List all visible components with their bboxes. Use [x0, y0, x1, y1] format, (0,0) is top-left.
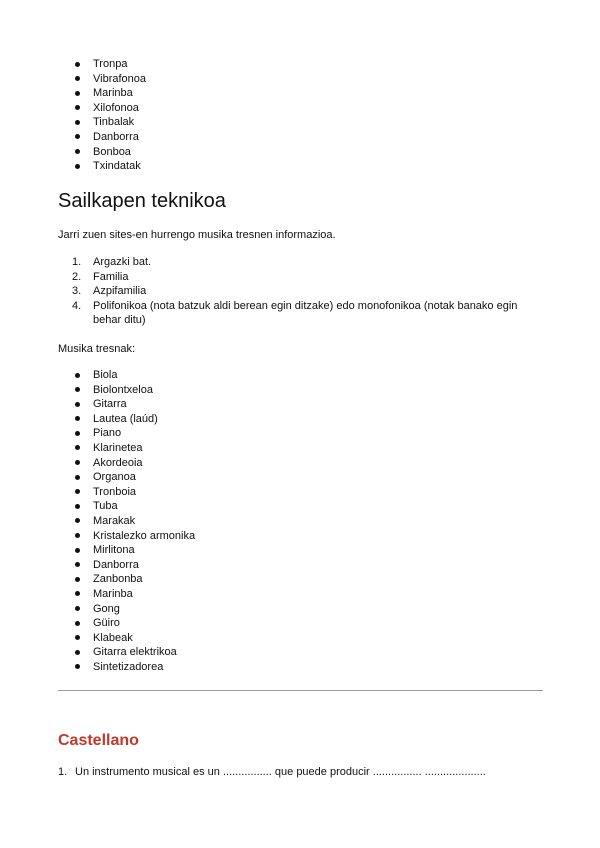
list-item [0, 470, 600, 485]
bullet-icon [75, 62, 80, 67]
step-item [0, 255, 600, 270]
instruments-label: Musika tresnak: [58, 343, 136, 355]
bullet-icon [75, 134, 80, 139]
bullet-icon [75, 577, 80, 582]
question-text: Un instrumento musical es un ................ que puede producir ................ .................... [75, 766, 486, 778]
list-item [0, 499, 600, 514]
list-item-label: Klarinetea [93, 441, 143, 454]
bullet-icon [75, 664, 80, 669]
list-item [0, 159, 600, 174]
list-item-label: Biola [93, 369, 118, 381]
bullet-icon [75, 635, 80, 640]
bullet-icon [75, 445, 80, 450]
list-item [0, 383, 600, 398]
list-item-label: Tinbalak [93, 116, 135, 129]
bullet-icon [75, 402, 80, 407]
bullet-icon [75, 373, 80, 378]
list-item-label: Güiro [93, 617, 120, 630]
list-item-label: Akordeoia [93, 456, 143, 469]
list-item [0, 368, 600, 383]
list-item [0, 631, 600, 646]
step-item [0, 270, 600, 285]
bullet-icon [75, 606, 80, 611]
list-item [0, 660, 600, 675]
bullet-icon [75, 504, 80, 509]
step-item [0, 299, 600, 328]
divider [58, 690, 543, 691]
bullet-icon [75, 164, 80, 169]
bullet-icon [75, 120, 80, 125]
step-number: 1. [72, 256, 82, 268]
list-item [0, 130, 600, 145]
list-item-label: Sintetizadorea [93, 660, 164, 673]
bullet-icon [75, 475, 80, 480]
list-item [0, 101, 600, 116]
list-item-label: Danborra [93, 558, 139, 571]
castellano-heading: Castellano [58, 732, 139, 749]
list-item [0, 72, 600, 87]
list-item [0, 485, 600, 500]
step-item [0, 284, 600, 299]
bullet-icon [75, 533, 80, 538]
list-item [0, 602, 600, 617]
list-item [0, 558, 600, 573]
list-item [0, 426, 600, 441]
list-item-label: Txindatak [93, 160, 141, 173]
intro-text: Jarri zuen sites-en hurrengo musika tresnen informazioa. [58, 229, 336, 241]
list-item [0, 86, 600, 101]
question-item [58, 765, 486, 779]
list-item-label: Gitarra [93, 398, 127, 411]
list-item-label: Lautea (laúd) [93, 412, 158, 425]
bullet-icon [75, 650, 80, 655]
list-item [0, 397, 600, 412]
bullet-icon [75, 416, 80, 421]
step-number: 4. [72, 299, 82, 312]
list-item-label: Zanbonba [93, 573, 143, 586]
list-item-label: Gitarra elektrikoa [93, 646, 177, 659]
list-item-label: Marinba [93, 587, 133, 600]
list-item-label: Tuba [93, 500, 118, 513]
list-item [0, 441, 600, 456]
step-number: 2. [72, 270, 82, 283]
list-item [0, 412, 600, 427]
step-text: Polifonikoa (nota batzuk aldi berean egin ditzake) edo monofonikoa (notak banako egin behar ditu) [93, 299, 518, 327]
bullet-icon [75, 562, 80, 567]
instrument-list-top [0, 57, 600, 174]
list-item-label: Xilofonoa [93, 101, 139, 114]
list-item-label: Mirlitona [93, 544, 135, 557]
step-text: Familia [93, 270, 129, 283]
question-number: 1. [58, 766, 68, 778]
bullet-icon [75, 489, 80, 494]
bullet-icon [75, 76, 80, 81]
bullet-icon [75, 91, 80, 96]
list-item-label: Bonboa [93, 145, 131, 158]
bullet-icon [75, 431, 80, 436]
list-item-label: Vibrafonoa [93, 72, 147, 85]
list-item-label: Tronboia [93, 485, 137, 498]
list-item-label: Marakak [93, 514, 136, 527]
list-item [0, 456, 600, 471]
list-item [0, 616, 600, 631]
list-item-label: Tronpa [93, 58, 128, 70]
list-item [0, 572, 600, 587]
list-item-label: Biolontxeloa [93, 383, 153, 396]
bullet-icon [75, 518, 80, 523]
list-item [0, 645, 600, 660]
bullet-icon [75, 387, 80, 392]
list-item [0, 145, 600, 160]
list-item [0, 587, 600, 602]
list-item [0, 115, 600, 130]
step-text: Azpifamilia [93, 285, 147, 298]
list-item-label: Gong [93, 602, 120, 615]
section-title: Sailkapen teknikoa [58, 190, 226, 212]
list-item [0, 543, 600, 558]
list-item-label: Piano [93, 427, 122, 440]
steps-list [0, 255, 600, 328]
step-number: 3. [72, 285, 82, 298]
list-item [0, 514, 600, 529]
list-item-label: Danborra [93, 130, 139, 143]
bullet-icon [75, 105, 80, 110]
list-item-label: Marinba [93, 87, 133, 100]
step-text: Argazki bat. [93, 256, 152, 268]
list-item [0, 529, 600, 544]
list-item-label: Organoa [93, 471, 136, 484]
bullet-icon [75, 621, 80, 626]
list-item-label: Kristalezko armonika [93, 529, 196, 542]
bullet-icon [75, 460, 80, 465]
list-item [0, 57, 600, 72]
bullet-icon [75, 591, 80, 596]
instrument-list [0, 368, 600, 674]
list-item-label: Klabeak [93, 631, 133, 644]
bullet-icon [75, 548, 80, 553]
bullet-icon [75, 149, 80, 154]
